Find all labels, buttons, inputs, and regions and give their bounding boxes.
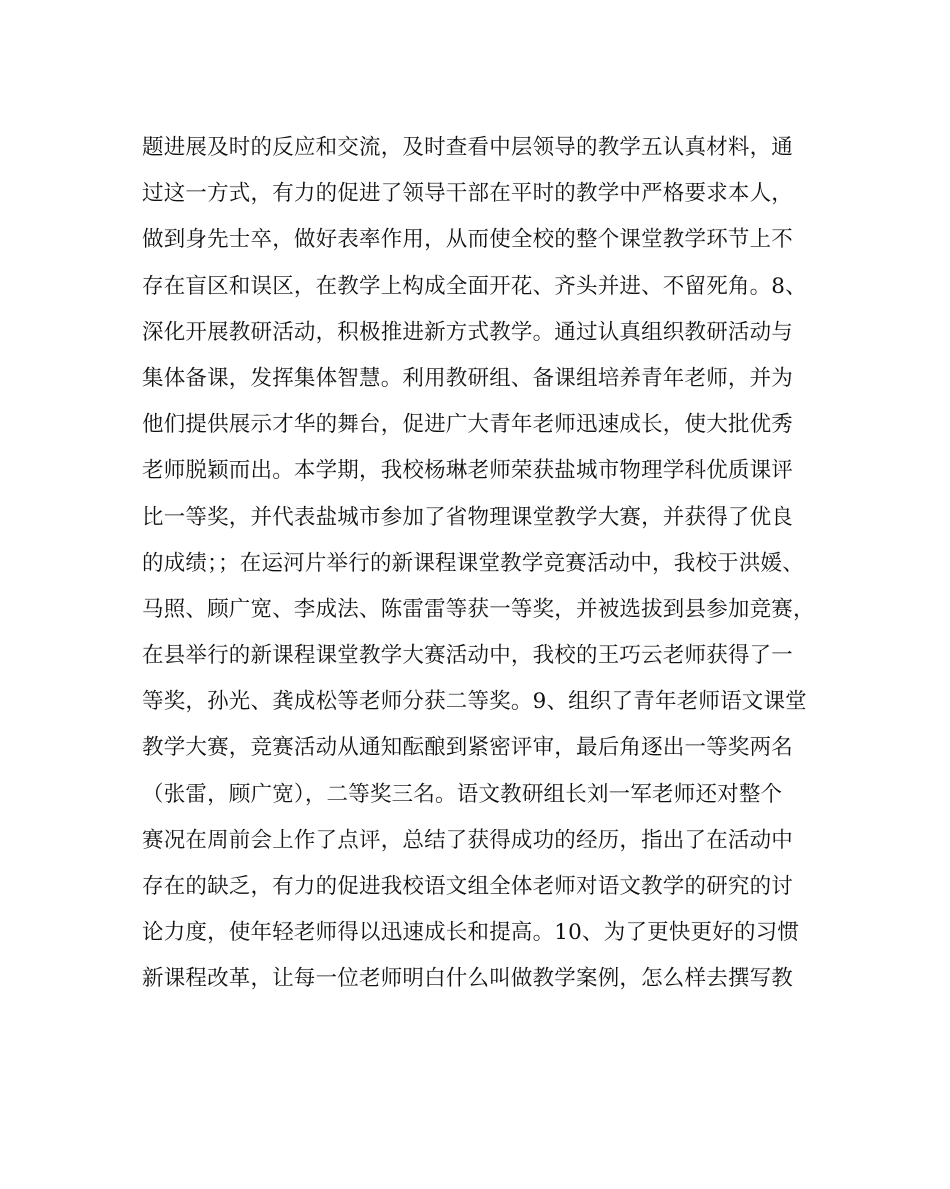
text-line: 的成绩；；在运河片举行的新课程课堂教学竞赛活动中，我校于洪媛、 (142, 550, 804, 576)
text-line: 集体备课，发挥集体智慧。利用教研组、备课组培养青年老师，并为 (142, 365, 794, 391)
text-line: 做到身先士卒，做好表率作用，从而使全校的整个课堂教学环节上不 (142, 227, 794, 253)
text-line: 过这一方式，有力的促进了领导干部在平时的教学中严格要求本人， (142, 181, 794, 207)
text-line: 教学大赛，竞赛活动从通知酝酿到紧密评审，最后角逐出一等奖两名 (142, 735, 794, 761)
text-line: 比一等奖，并代表盐城市参加了省物理课堂教学大赛，并获得了优良 (142, 504, 794, 530)
text-line: 题进展及时的反应和交流，及时查看中层领导的教学五认真材料，通 (142, 135, 794, 160)
body-paragraph (142, 125, 822, 1003)
text-line: 存在的缺乏，有力的促进我校语文组全体老师对语文教学的研究的讨 (142, 874, 794, 899)
text-line: （张雷，顾广宽），二等奖三名。语文教研组长刘一军老师还对整个 (142, 781, 783, 807)
text-line: 存在盲区和误区，在教学上构成全面开花、齐头并进、不留死角。8、 (142, 273, 807, 299)
text-line: 深化开展教研活动，积极推进新方式教学。通过认真组织教研活动与 (142, 319, 794, 345)
text-line: 他们提供展示才华的舞台，促进广大青年老师迅速成长，使大批优秀 (142, 412, 794, 438)
text-line: 在县举行的新课程课堂教学大赛活动中，我校的王巧云老师获得了一 (142, 643, 794, 669)
text-line: 论力度，使年轻老师得以迅速成长和提高。10、为了更快更好的习惯 (142, 920, 800, 946)
text-line: 等奖，孙光、龚成松等老师分获二等奖。9、组织了青年老师语文课堂 (142, 689, 807, 715)
text-line: 新课程改革，让每一位老师明白什么叫做教学案例，怎么样去撰写教 (142, 966, 794, 992)
text-line: 赛况在周前会上作了点评，总结了获得成功的经历，指出了在活动中 (142, 827, 794, 853)
text-line: 马照、顾广宽、李成法、陈雷雷等获一等奖，并被选拔到县参加竞赛， (142, 596, 815, 622)
text-line: 老师脱颖而出。本学期，我校杨琳老师荣获盐城市物理学科优质课评 (142, 458, 794, 484)
